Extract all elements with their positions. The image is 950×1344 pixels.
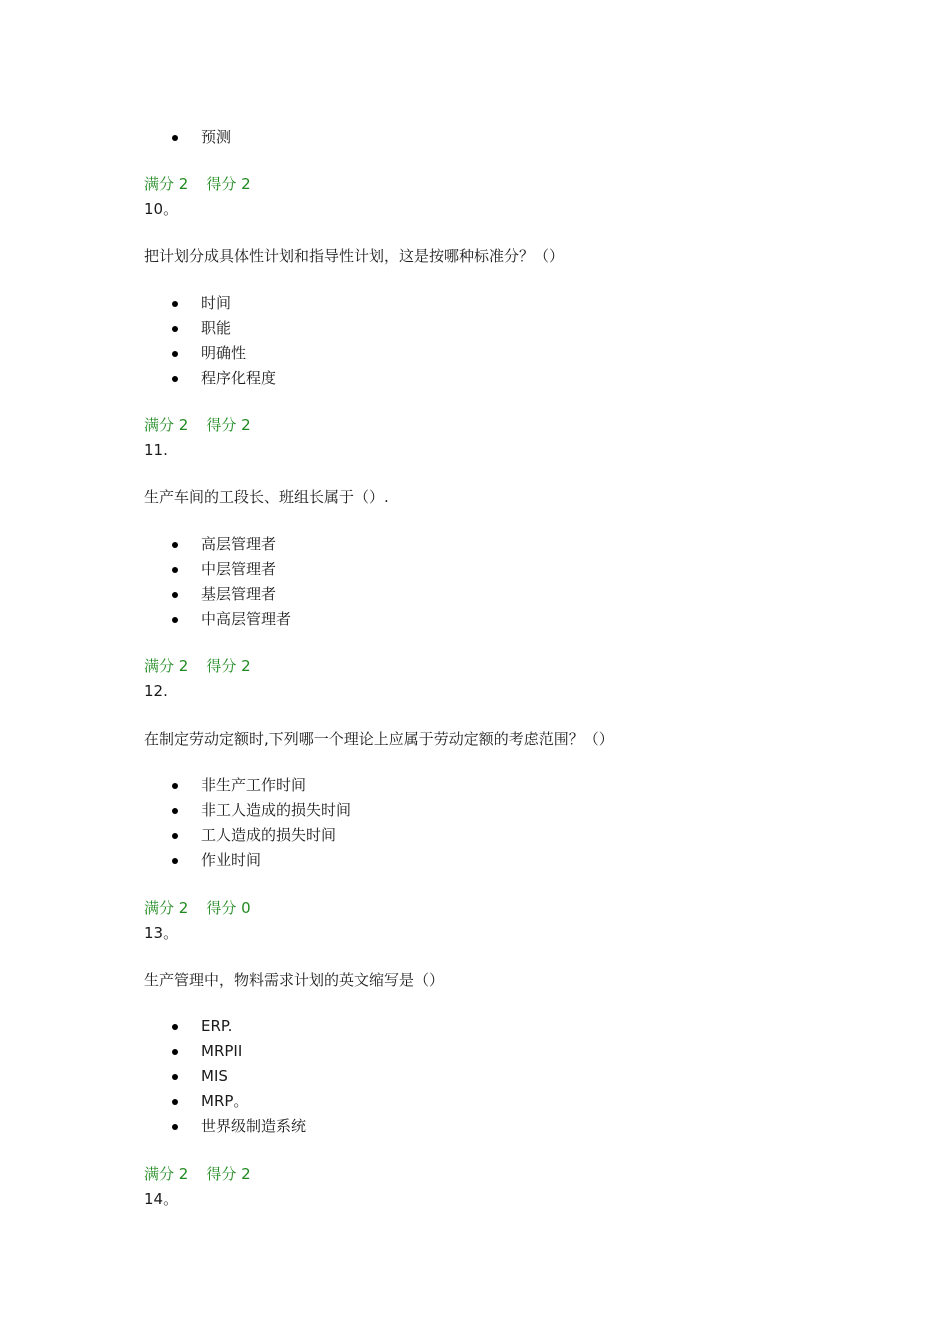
full-score: 满分 2: [144, 899, 189, 917]
score-line: [144, 174, 251, 194]
question-number: 10。: [144, 200, 179, 218]
question-text: 生产管理中，物料需求计划的英文缩写是（）: [144, 971, 445, 989]
bullet-icon: [172, 783, 178, 789]
option-label: 非工人造成的损失时间: [201, 801, 352, 819]
bullet-icon: [172, 567, 178, 573]
option-item: [0, 341, 276, 366]
option-item: [0, 532, 291, 557]
got-score: 得分 2: [206, 657, 251, 675]
option-label: 预测: [201, 128, 232, 146]
option-item: [0, 773, 351, 798]
score-line: [144, 656, 251, 676]
bullet-icon: [172, 376, 178, 382]
bullet-icon: [172, 135, 178, 141]
bullet-icon: [172, 326, 178, 332]
got-score: 得分 0: [206, 899, 251, 917]
option-label: 时间: [201, 294, 232, 312]
options-list: [0, 291, 276, 391]
option-label: 中高层管理者: [201, 610, 292, 628]
option-label: 作业时间: [201, 851, 262, 869]
bullet-icon: [172, 592, 178, 598]
option-label: 基层管理者: [201, 585, 277, 603]
option-label: MRP。: [201, 1092, 249, 1110]
score-line: [144, 415, 251, 435]
bullet-icon: [172, 301, 178, 307]
option-label: 非生产工作时间: [201, 776, 307, 794]
option-label: MRPII: [201, 1042, 243, 1060]
bullet-icon: [172, 351, 178, 357]
full-score: 满分 2: [144, 657, 189, 675]
question-text: 生产车间的工段长、班组长属于（）.: [144, 488, 389, 506]
option-item: [0, 1089, 306, 1114]
option-label: 程序化程度: [201, 369, 277, 387]
option-item: [0, 1039, 306, 1064]
option-label: 世界级制造系统: [201, 1117, 307, 1135]
option-label: ERP.: [201, 1017, 233, 1035]
options-list: [0, 1014, 306, 1139]
option-item: [0, 291, 276, 316]
question-text: 在制定劳动定额时,下列哪一个理论上应属于劳动定额的考虑范围？（）: [144, 730, 614, 748]
question-text: 把计划分成具体性计划和指导性计划，这是按哪种标准分？（）: [144, 247, 565, 265]
full-score: 满分 2: [144, 416, 189, 434]
bullet-icon: [172, 858, 178, 864]
question-number: 14。: [144, 1190, 179, 1208]
bullet-icon: [172, 617, 178, 623]
option-item: [0, 1064, 306, 1089]
got-score: 得分 2: [206, 416, 251, 434]
option-item: [0, 823, 351, 848]
option-item: [0, 607, 291, 632]
question-number: 12.: [144, 682, 168, 700]
bullet-icon: [172, 833, 178, 839]
got-score: 得分 2: [206, 175, 251, 193]
bullet-icon: [172, 542, 178, 548]
full-score: 满分 2: [144, 175, 189, 193]
option-item: [0, 316, 276, 341]
option-label: 工人造成的损失时间: [201, 826, 337, 844]
option-item: [0, 557, 291, 582]
got-score: 得分 2: [206, 1165, 251, 1183]
option-label: 职能: [201, 319, 232, 337]
option-item: [0, 125, 231, 150]
options-list: [0, 532, 291, 632]
score-line: [144, 898, 251, 918]
prev-options-list: [0, 125, 231, 150]
bullet-icon: [172, 1124, 178, 1130]
option-item: [0, 1114, 306, 1139]
option-item: [0, 848, 351, 873]
option-label: 明确性: [201, 344, 247, 362]
question-number: 13。: [144, 924, 179, 942]
options-list: [0, 773, 351, 873]
option-label: 高层管理者: [201, 535, 277, 553]
option-label: MIS: [201, 1067, 228, 1085]
question-number: 11.: [144, 441, 168, 459]
bullet-icon: [172, 1099, 178, 1105]
bullet-icon: [172, 1049, 178, 1055]
option-label: 中层管理者: [201, 560, 277, 578]
option-item: [0, 798, 351, 823]
bullet-icon: [172, 1024, 178, 1030]
bullet-icon: [172, 808, 178, 814]
option-item: [0, 582, 291, 607]
bullet-icon: [172, 1074, 178, 1080]
score-line: [144, 1164, 251, 1184]
full-score: 满分 2: [144, 1165, 189, 1183]
option-item: [0, 1014, 306, 1039]
option-item: [0, 366, 276, 391]
